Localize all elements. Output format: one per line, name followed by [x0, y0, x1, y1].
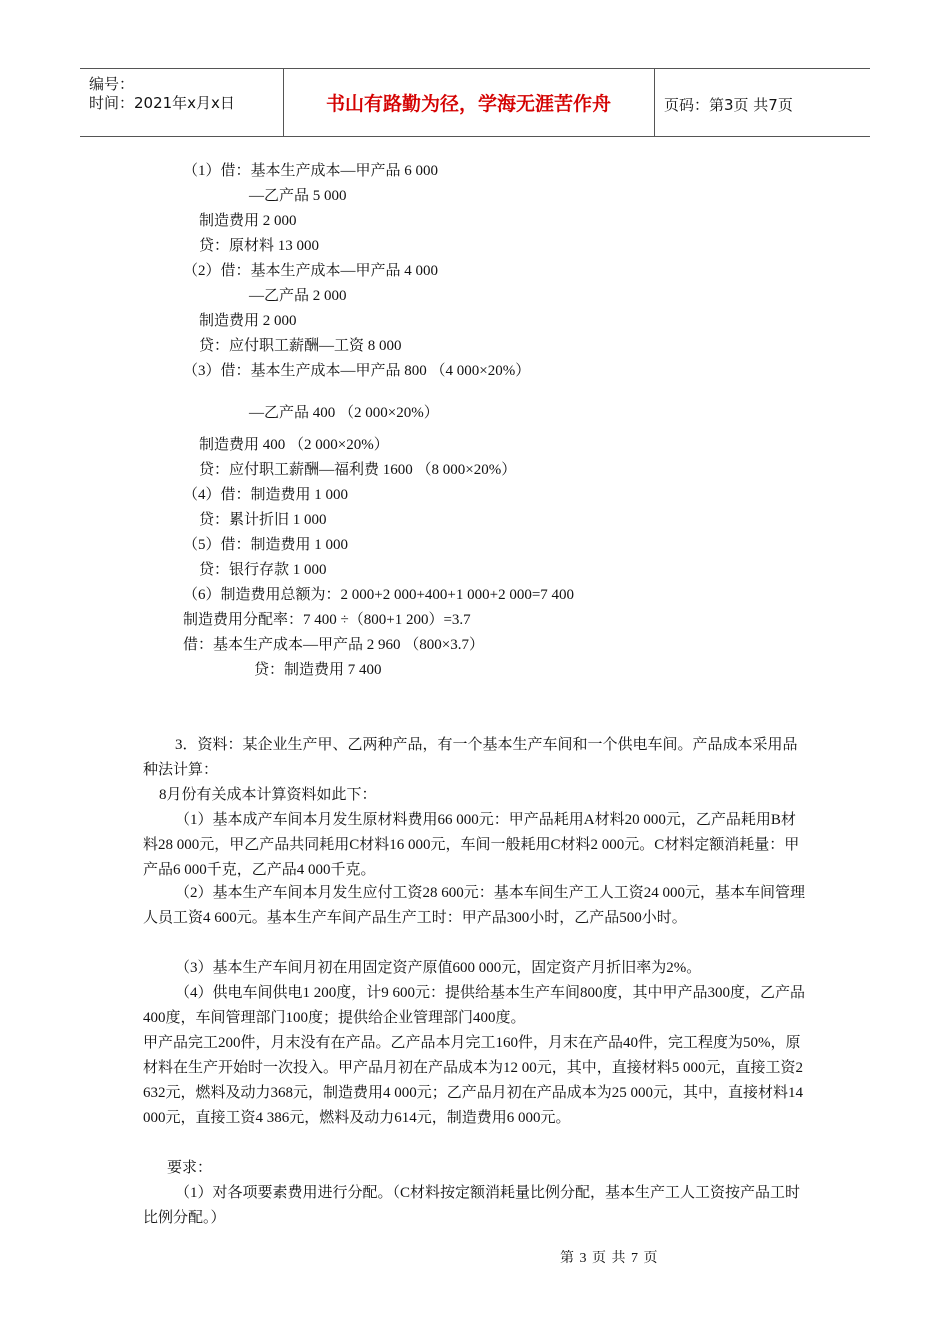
- journal-line: 贷：应付职工薪酬—福利费 1600 （8 000×20%）: [199, 462, 517, 478]
- journal-line: （3）借：基本生产成本—甲产品 800 （4 000×20%）: [183, 363, 531, 379]
- journal-line: —乙产品 400 （2 000×20%）: [249, 405, 439, 421]
- journal-line: 制造费用 400 （2 000×20%）: [199, 437, 389, 453]
- journal-line: 制造费用 2 000: [199, 213, 297, 229]
- journal-line: 贷：累计折旧 1 000: [199, 512, 327, 528]
- problem-paragraph: （1）基本成产车间本月发生原材料费用66 000元：甲产品耗用A材料20 000元，乙产品耗用B材料28 000元，甲乙产品共同耗用C材料16 000元，车间一般耗用C材料2 000元。C材料定额消耗量：甲产品6 000千克，乙产品4 000千克。: [143, 812, 800, 878]
- header-motto: 书山有路勤为径，学海无涯苦作舟: [325, 93, 611, 115]
- problem-paragraph: 8月份有关成本计算资料如此下：: [159, 787, 377, 803]
- requirements-heading: 要求：: [167, 1160, 213, 1176]
- doc-code-label: 编号：: [89, 75, 135, 93]
- journal-line: （5）借：制造费用 1 000: [183, 537, 349, 553]
- page-footer: 第 3 页 共 7 页: [560, 1251, 659, 1266]
- journal-line: —乙产品 5 000: [249, 188, 347, 204]
- journal-line: 贷：原材料 13 000: [199, 238, 320, 254]
- journal-line: （1）借：基本生产成本—甲产品 6 000: [183, 163, 439, 179]
- journal-line: （4）借：制造费用 1 000: [183, 487, 349, 503]
- journal-line: （2）借：基本生产成本—甲产品 4 000: [183, 263, 439, 279]
- problem-paragraph: 3．资料：某企业生产甲、乙两种产品，有一个基本生产车间和一个供电车间。产品成本采用品种法计算：: [143, 737, 798, 778]
- journal-line: 借：基本生产成本—甲产品 2 960 （800×3.7）: [183, 637, 484, 653]
- journal-line: 贷：应付职工薪酬—工资 8 000: [199, 338, 402, 354]
- problem-paragraph: （2）基本生产车间本月发生应付工资28 600元：基本车间生产工人工资24 000元，基本车间管理人员工资4 600元。基本生产车间产品生产工时：甲产品300小时，乙产品500小时。: [143, 885, 806, 926]
- problem-paragraph: （3）基本生产车间月初在用固定资产原值600 000元，固定资产月折旧率为2%。: [175, 960, 702, 976]
- journal-line: （6）制造费用总额为：2 000+2 000+400+1 000+2 000=7 400: [183, 587, 575, 603]
- journal-line: 贷：制造费用 7 400: [254, 662, 382, 678]
- problem-paragraph: （4）供电车间供电1 200度，计9 600元：提供给基本生产车间800度，其中甲产品300度，乙产品400度，车间管理部门100度；提供给企业管理部门400度。: [143, 985, 806, 1026]
- doc-date-label: 时间：2021年x月x日: [89, 94, 235, 112]
- journal-line: 制造费用 2 000: [199, 313, 297, 329]
- journal-line: —乙产品 2 000: [249, 288, 347, 304]
- journal-line: 制造费用分配率：7 400 ÷（800+1 200）=3.7: [183, 612, 471, 628]
- journal-line: 贷：银行存款 1 000: [199, 562, 327, 578]
- requirement-item: （1）对各项要素费用进行分配。（C材料按定额消耗量比例分配，基本生产工人工资按产品工时比例分配。）: [143, 1185, 801, 1226]
- page-header: [80, 68, 870, 137]
- header-divider: [654, 69, 655, 136]
- page-info: 页码：第3页 共7页: [664, 96, 793, 114]
- problem-paragraph: 甲产品完工200件，月末没有在产品。乙产品本月完工160件，月末在产品40件，完工程度为50%，原材料在生产开始时一次投入。甲产品月初在产品成本为12 00元，其中，直接材料5 000元，直接工资2 632元，燃料及动力368元，制造费用4 000元；乙产品月初在产品成本为25 000元，其中，直接材料14 000元，直接工资4 386元，燃料及动力614元，制造费用6 000元。: [143, 1035, 804, 1126]
